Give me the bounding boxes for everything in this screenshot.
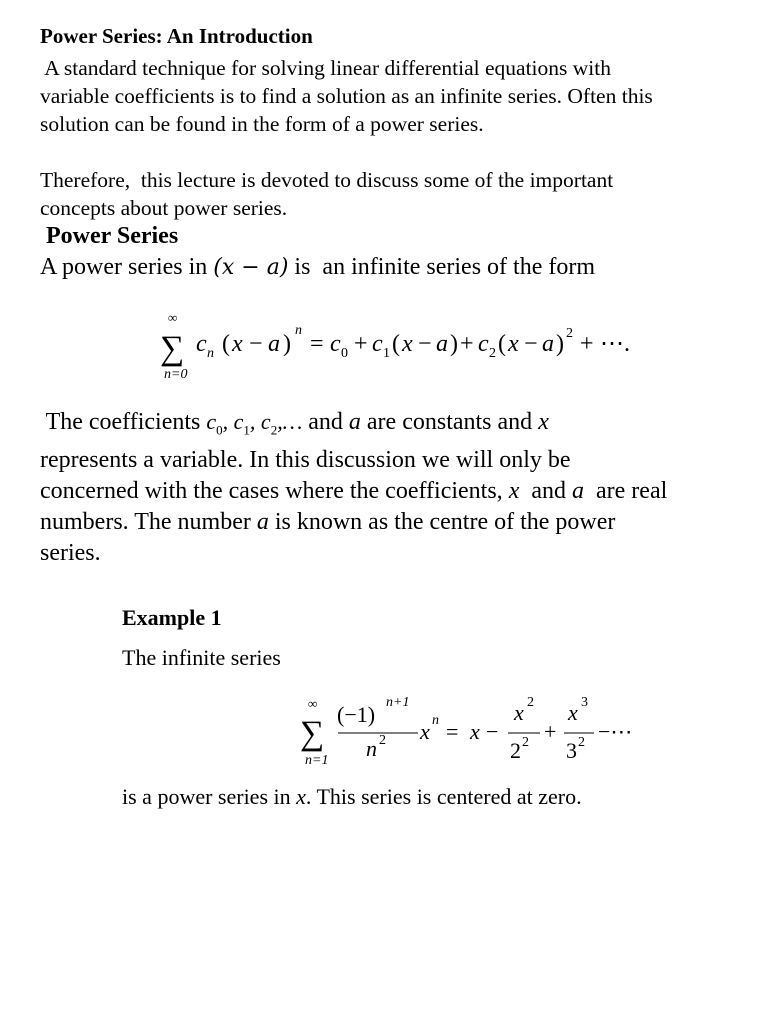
coeff-text-and: and bbox=[302, 409, 349, 435]
example-footer bbox=[122, 784, 582, 810]
svg-text:−: − bbox=[249, 331, 263, 357]
svg-text:+: + bbox=[580, 331, 594, 357]
svg-text:2: 2 bbox=[578, 735, 585, 750]
svg-text:x: x bbox=[568, 700, 578, 725]
svg-text:+: + bbox=[460, 331, 474, 357]
svg-text:−: − bbox=[486, 719, 499, 744]
example-formula bbox=[300, 690, 660, 770]
power-series-formula bbox=[150, 304, 670, 384]
svg-text:∞: ∞ bbox=[308, 696, 318, 711]
coefficients-paragraph bbox=[40, 406, 667, 569]
coeff-text-d: are constants and bbox=[360, 409, 539, 435]
svg-text:(: ( bbox=[392, 331, 400, 357]
svg-text:): ) bbox=[556, 331, 564, 357]
therefore-line-2: concepts about power series. bbox=[40, 196, 288, 220]
intro-line-2: variable coefficients is to find a solution as an infinite series. Often this bbox=[40, 84, 653, 108]
coefficients-line-4: numbers. The number a is known as the centre of the power bbox=[40, 509, 616, 536]
svg-text:x: x bbox=[232, 331, 243, 357]
coefficients-line-2: represents a variable. In this discussion we will only be bbox=[40, 447, 571, 474]
coeff-line3-text: concerned with the cases where the coefficients, bbox=[40, 478, 509, 505]
svg-text:c: c bbox=[196, 331, 207, 357]
svg-text:∑: ∑ bbox=[300, 715, 325, 752]
svg-text:2: 2 bbox=[489, 346, 496, 361]
svg-text:2: 2 bbox=[566, 326, 573, 341]
svg-text:∞: ∞ bbox=[168, 310, 178, 325]
svg-text:n: n bbox=[432, 713, 439, 728]
svg-text:−⋯: −⋯ bbox=[598, 719, 633, 744]
svg-text:c: c bbox=[372, 331, 383, 357]
page-title: Power Series: An Introduction bbox=[40, 24, 313, 48]
intro-line-3: solution can be found in the form of a power series. bbox=[40, 112, 484, 136]
therefore-paragraph bbox=[40, 166, 613, 222]
svg-text:n: n bbox=[207, 346, 214, 361]
coefficients-line-3: concerned with the cases where the coefficients, x and a are real bbox=[40, 478, 668, 505]
coeff-list: $c_0$, $c_1$, $c_2,\dots$ bbox=[206, 409, 303, 438]
therefore-line-1: Therefore, this lecture is devoted to discuss some of the important bbox=[40, 168, 614, 192]
svg-text:n: n bbox=[366, 736, 377, 761]
svg-text:3: 3 bbox=[581, 695, 588, 710]
svg-text:n=1: n=1 bbox=[305, 753, 329, 768]
svg-text:∑: ∑ bbox=[160, 330, 185, 367]
svg-text:x: x bbox=[402, 331, 413, 357]
example-title: Example 1 bbox=[122, 605, 222, 630]
definition-expression: (x − a) bbox=[213, 255, 289, 280]
svg-text:−: − bbox=[524, 331, 538, 357]
svg-text:a: a bbox=[436, 331, 448, 357]
svg-text:c: c bbox=[478, 331, 489, 357]
svg-text:(−1): (−1) bbox=[337, 702, 376, 727]
definition-prefix: A power series in bbox=[40, 254, 214, 280]
example-intro: The infinite series bbox=[122, 645, 281, 670]
svg-text:x: x bbox=[514, 700, 524, 725]
svg-text:c: c bbox=[330, 331, 341, 357]
svg-text:(: ( bbox=[498, 331, 506, 357]
var-x: x bbox=[538, 409, 549, 435]
svg-text:x: x bbox=[420, 719, 430, 744]
svg-text:n: n bbox=[295, 323, 302, 338]
coefficients-line-1 bbox=[40, 406, 667, 445]
intro-line-1: A standard technique for solving linear differential equations with bbox=[40, 56, 611, 80]
svg-text:=: = bbox=[446, 719, 459, 744]
var-a: a bbox=[348, 409, 361, 435]
definition-suffix: is an infinite series of the form bbox=[288, 254, 595, 280]
coefficients-line-5: series. bbox=[40, 540, 101, 567]
footer-var: x bbox=[296, 784, 306, 809]
svg-text:n+1: n+1 bbox=[386, 695, 410, 710]
svg-text:n=0: n=0 bbox=[164, 367, 188, 382]
definition-line bbox=[40, 254, 595, 281]
svg-text:1: 1 bbox=[383, 346, 390, 361]
svg-text:2: 2 bbox=[510, 738, 521, 763]
footer-suffix: . This series is centered at zero. bbox=[305, 784, 582, 809]
svg-text:(: ( bbox=[222, 331, 230, 357]
svg-text:2: 2 bbox=[379, 733, 386, 748]
svg-text:x: x bbox=[508, 331, 519, 357]
svg-text:2: 2 bbox=[527, 695, 534, 710]
svg-text:−: − bbox=[418, 331, 432, 357]
svg-text:0: 0 bbox=[341, 346, 348, 361]
svg-text:a: a bbox=[268, 331, 280, 357]
svg-text:=: = bbox=[310, 331, 324, 357]
coeff-text-a: The coefficients bbox=[40, 409, 207, 435]
svg-text:⋯.: ⋯. bbox=[600, 331, 630, 357]
footer-prefix: is a power series in bbox=[122, 784, 297, 809]
svg-text:a: a bbox=[542, 331, 554, 357]
svg-text:): ) bbox=[283, 331, 291, 357]
svg-text:3: 3 bbox=[566, 738, 577, 763]
section-heading: Power Series bbox=[46, 223, 179, 249]
intro-paragraph bbox=[40, 54, 653, 138]
svg-text:2: 2 bbox=[522, 735, 529, 750]
coeff-line4-text: numbers. The number bbox=[40, 509, 257, 536]
svg-text:x: x bbox=[470, 719, 480, 744]
svg-text:+: + bbox=[544, 719, 557, 744]
svg-text:): ) bbox=[450, 331, 458, 357]
svg-text:+: + bbox=[354, 331, 368, 357]
